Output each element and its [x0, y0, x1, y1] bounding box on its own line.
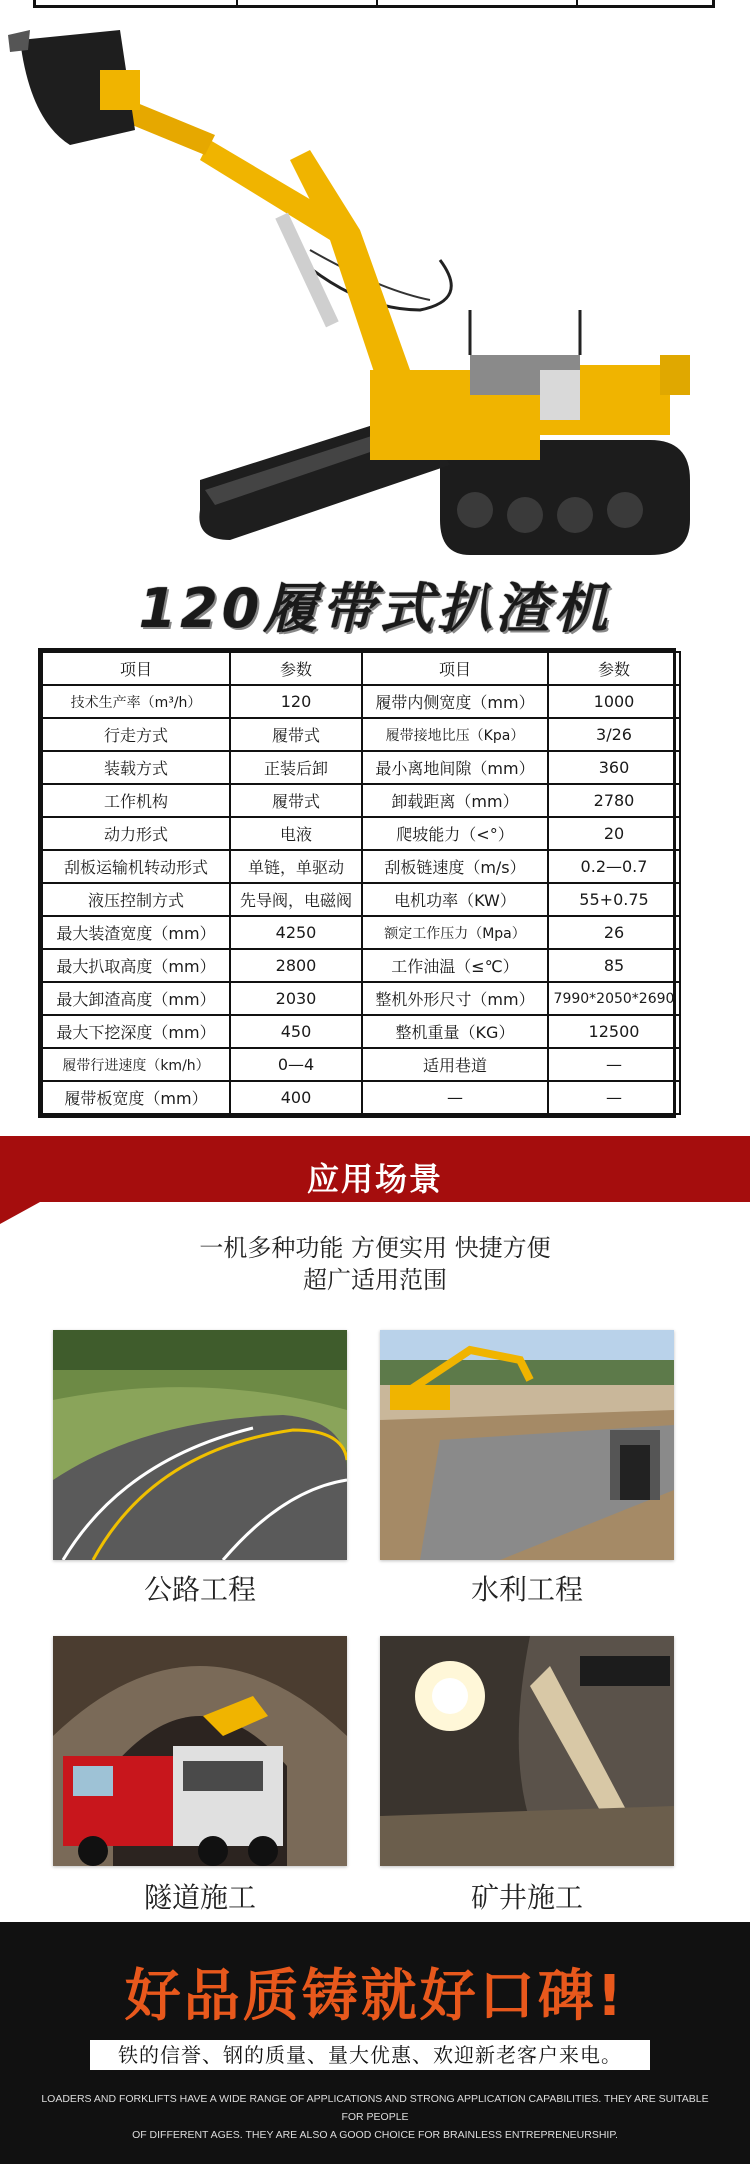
spec-table [38, 648, 676, 1118]
water-project-photo [380, 1330, 674, 1560]
section-banner [0, 1136, 750, 1224]
spec-item-cell: 履带接地比压（Kpa） [362, 718, 548, 751]
spec-item-cell: 额定工作压力（Mpa） [362, 916, 548, 949]
machine-image [0, 10, 750, 570]
spec-item-cell: 整机重量（KG） [362, 1015, 548, 1048]
spec-value-cell: 4250 [230, 916, 362, 949]
spec-item-cell: 刮板运输机转动形式 [42, 850, 230, 883]
spec-value-cell: 450 [230, 1015, 362, 1048]
tunnel-photo [53, 1636, 347, 1866]
spec-item-cell: — [362, 1081, 548, 1114]
table-row [42, 1015, 680, 1048]
spec-item-cell: 爬坡能力（<°） [362, 817, 548, 850]
spec-value-cell: 20 [548, 817, 680, 850]
spec-item-cell: 最大卸渣高度（mm） [42, 982, 230, 1015]
spec-item-cell: 电机功率（KW） [362, 883, 548, 916]
spec-item-cell: 履带内侧宽度（mm） [362, 685, 548, 718]
spec-item-cell: 整机外形尺寸（mm） [362, 982, 548, 1015]
table-row [42, 751, 680, 784]
english-line: LOADERS AND FORKLIFTS HAVE A WIDE RANGE OF APPLICATIONS AND STRONG APPLICATION CAPABILITIES. THEY ARE SUITABLE FOR PEOPLE [41, 2093, 709, 2123]
spec-item-cell: 刮板链速度（m/s） [362, 850, 548, 883]
spec-item-cell: 最小离地间隙（mm） [362, 751, 548, 784]
spec-value-cell: 2030 [230, 982, 362, 1015]
spec-value-cell: 120 [230, 685, 362, 718]
spec-value-cell: 12500 [548, 1015, 680, 1048]
spec-item-cell: 履带板宽度（mm） [42, 1081, 230, 1114]
spec-value-cell: 55+0.75 [548, 883, 680, 916]
mine-photo [380, 1636, 674, 1866]
spec-value-cell: 0.2—0.7 [548, 850, 680, 883]
spec-value-cell: 电液 [230, 817, 362, 850]
intro-text: 一机多种功能 方便实用 快捷方便 [199, 1234, 551, 1262]
spec-value-cell: 2800 [230, 949, 362, 982]
spec-value-cell: 3/26 [548, 718, 680, 751]
spec-value-cell: 7990*2050*2690 [548, 982, 680, 1015]
table-row [42, 982, 680, 1015]
scene-label-water: 水利工程 [470, 1573, 583, 1606]
section-title: 应用场景 [306, 1160, 443, 1198]
table-row [42, 1048, 680, 1081]
table-row [42, 850, 680, 883]
spec-item-cell: 工作油温（≤℃） [362, 949, 548, 982]
tagline: 铁的信誉、钢的质量、量大优惠、欢迎新老客户来电。 [90, 2040, 650, 2070]
spec-value-cell: 单链，单驱动 [230, 850, 362, 883]
table-row [42, 718, 680, 751]
spec-value-cell: — [548, 1081, 680, 1114]
scene-label-road: 公路工程 [143, 1573, 256, 1606]
spec-value-cell: 正装后卸 [230, 751, 362, 784]
spec-item-cell: 最大下挖深度（mm） [42, 1015, 230, 1048]
spec-item-cell: 动力形式 [42, 817, 230, 850]
spec-value-cell: 26 [548, 916, 680, 949]
spec-value-cell: 360 [548, 751, 680, 784]
table-row [42, 949, 680, 982]
spec-table-header [42, 652, 680, 685]
english-description [30, 2090, 720, 2144]
spec-item-cell: 最大扒取高度（mm） [42, 949, 230, 982]
table-row [42, 883, 680, 916]
spec-value-cell: 0—4 [230, 1048, 362, 1081]
slogan: 好品质铸就好口碑! [124, 1964, 626, 2029]
table-row [42, 817, 680, 850]
spec-item-cell: 工作机构 [42, 784, 230, 817]
english-line: OF DIFFERENT AGES. THEY ARE ALSO A GOOD CHOICE FOR BRAINLESS ENTREPRENEURSHIP. [132, 2129, 618, 2141]
spec-value-cell: 400 [230, 1081, 362, 1114]
table-row [42, 784, 680, 817]
header-item: 项目 [362, 652, 548, 685]
spec-item-cell: 技术生产率（m³/h） [42, 685, 230, 718]
spec-value-cell: 85 [548, 949, 680, 982]
footer [0, 1922, 750, 2164]
spec-item-cell: 卸载距离（mm） [362, 784, 548, 817]
scene-label-tunnel: 隧道施工 [143, 1881, 256, 1914]
spec-value-cell: 先导阀，电磁阀 [230, 883, 362, 916]
spec-value-cell: 履带式 [230, 784, 362, 817]
previous-table-edge [33, 0, 715, 8]
spec-item-cell: 最大装渣宽度（mm） [42, 916, 230, 949]
header-item: 项目 [42, 652, 230, 685]
road-photo [53, 1330, 347, 1560]
header-param: 参数 [230, 652, 362, 685]
spec-value-cell: 1000 [548, 685, 680, 718]
spec-item-cell: 行走方式 [42, 718, 230, 751]
intro-subtext: 超广适用范围 [303, 1266, 447, 1294]
spec-item-cell: 适用巷道 [362, 1048, 548, 1081]
spec-item-cell: 装载方式 [42, 751, 230, 784]
header-param: 参数 [548, 652, 680, 685]
spec-value-cell: 2780 [548, 784, 680, 817]
spec-value-cell: — [548, 1048, 680, 1081]
table-row [42, 916, 680, 949]
table-row [42, 1081, 680, 1114]
product-title: 120履带式扒渣机 [138, 577, 612, 640]
spec-item-cell: 液压控制方式 [42, 883, 230, 916]
spec-value-cell: 履带式 [230, 718, 362, 751]
table-row [42, 685, 680, 718]
spec-item-cell: 履带行进速度（km/h） [42, 1048, 230, 1081]
scene-label-mine: 矿井施工 [470, 1881, 583, 1914]
